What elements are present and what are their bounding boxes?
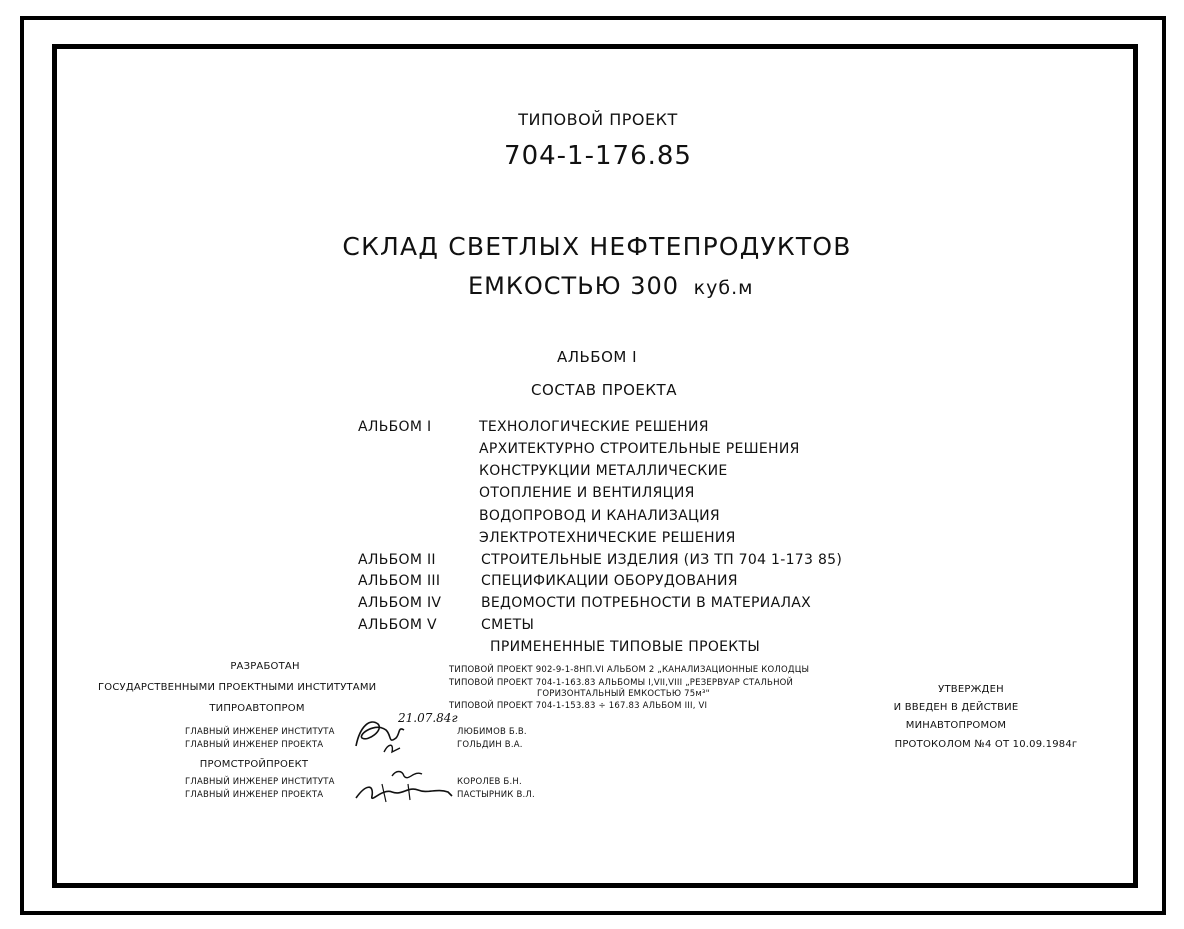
applied-project-line: ТИПОВОЙ ПРОЕКТ 704-1-163.83 АЛЬБОМЫ I,VII,VIII „РЕЗЕРВУАР СТАЛЬНОЙ xyxy=(449,678,794,688)
album-label: АЛЬБОМ I xyxy=(556,348,638,366)
applied-project-line: ТИПОВОЙ ПРОЕКТ 704-1-153.83 ÷ 167.83 АЛЬБОМ III, VI xyxy=(449,701,708,711)
org2-signature xyxy=(352,762,456,808)
composition-album-2: АЛЬБОМ II xyxy=(358,552,436,568)
org2-role: ГЛАВНЫЙ ИНЖЕНЕР ПРОЕКТА xyxy=(185,790,324,800)
composition-item: ОТОПЛЕНИЕ И ВЕНТИЛЯЦИЯ xyxy=(479,485,695,501)
composition-album-1: АЛЬБОМ I xyxy=(358,419,432,435)
composition-item: КОНСТРУКЦИИ МЕТАЛЛИЧЕСКИЕ xyxy=(479,463,728,479)
title-line1: СКЛАД СВЕТЛЫХ НЕФТЕПРОДУКТОВ xyxy=(342,232,852,261)
applied-project-line: ГОРИЗОНТАЛЬНЫЙ ЕМКОСТЬЮ 75м³" xyxy=(537,689,710,699)
org1-name: ТИПРОАВТОПРОМ xyxy=(209,703,305,714)
composition-item: СМЕТЫ xyxy=(481,617,535,633)
org1-person: ГОЛЬДИН В.А. xyxy=(457,740,523,750)
applied-projects-heading: ПРИМЕНЕННЫЕ ТИПОВЫЕ ПРОЕКТЫ xyxy=(490,639,761,655)
composition-item: ТЕХНОЛОГИЧЕСКИЕ РЕШЕНИЯ xyxy=(479,419,709,435)
org2-person: ПАСТЫРНИК В.Л. xyxy=(457,790,535,800)
developed-by: ГОСУДАРСТВЕННЫМИ ПРОЕКТНЫМИ ИНСТИТУТАМИ xyxy=(98,682,377,693)
project-number: 704-1-176.85 xyxy=(504,141,692,171)
org1-signature-date: 21.07.84г xyxy=(398,711,458,725)
org1-person: ЛЮБИМОВ Б.В. xyxy=(457,727,527,737)
composition-item: ВОДОПРОВОД И КАНАЛИЗАЦИЯ xyxy=(479,508,720,524)
approval-protocol: ПРОТОКОЛОМ №4 ОТ 10.09.1984г xyxy=(894,739,1078,750)
approval-line: МИНАВТОПРОМОМ xyxy=(905,720,1007,731)
org1-role: ГЛАВНЫЙ ИНЖЕНЕР ИНСТИТУТА xyxy=(185,727,335,737)
org2-role: ГЛАВНЫЙ ИНЖЕНЕР ИНСТИТУТА xyxy=(185,777,335,787)
composition-album-3: АЛЬБОМ III xyxy=(358,573,441,589)
composition-item: СПЕЦИФИКАЦИИ ОБОРУДОВАНИЯ xyxy=(481,573,738,589)
org2-person: КОРОЛЕВ Б.Н. xyxy=(457,777,522,787)
composition-item: АРХИТЕКТУРНО СТРОИТЕЛЬНЫЕ РЕШЕНИЯ xyxy=(479,441,800,457)
applied-project-line: ТИПОВОЙ ПРОЕКТ 902-9-1-8НП.VI АЛЬБОМ 2 „КАНАЛИЗАЦИОННЫЕ КОЛОДЦЫ xyxy=(449,665,810,675)
composition-item: ЭЛЕКТРОТЕХНИЧЕСКИЕ РЕШЕНИЯ xyxy=(479,530,736,546)
composition-item: ВЕДОМОСТИ ПОТРЕБНОСТИ В МАТЕРИАЛАХ xyxy=(481,595,812,611)
composition-heading: СОСТАВ ПРОЕКТА xyxy=(531,381,677,399)
approval-line: УТВЕРЖДЕН xyxy=(938,684,1004,695)
composition-item: СТРОИТЕЛЬНЫЕ ИЗДЕЛИЯ (ИЗ ТП 704 1-173 85) xyxy=(481,552,843,568)
project-type: ТИПОВОЙ ПРОЕКТ xyxy=(518,110,678,129)
org2-name: ПРОМСТРОЙПРОЕКТ xyxy=(199,759,309,770)
title-unit: куб.м xyxy=(693,277,754,299)
org1-role: ГЛАВНЫЙ ИНЖЕНЕР ПРОЕКТА xyxy=(185,740,324,750)
title-capacity: ЕМКОСТЬЮ 300 xyxy=(468,272,680,300)
approval-line: И ВВЕДЕН В ДЕЙСТВИЕ xyxy=(893,702,1019,713)
composition-album-5: АЛЬБОМ V xyxy=(358,617,437,633)
developed-label: РАЗРАБОТАН xyxy=(230,661,300,672)
title-line2 xyxy=(468,274,753,298)
composition-album-4: АЛЬБОМ IV xyxy=(358,595,442,611)
